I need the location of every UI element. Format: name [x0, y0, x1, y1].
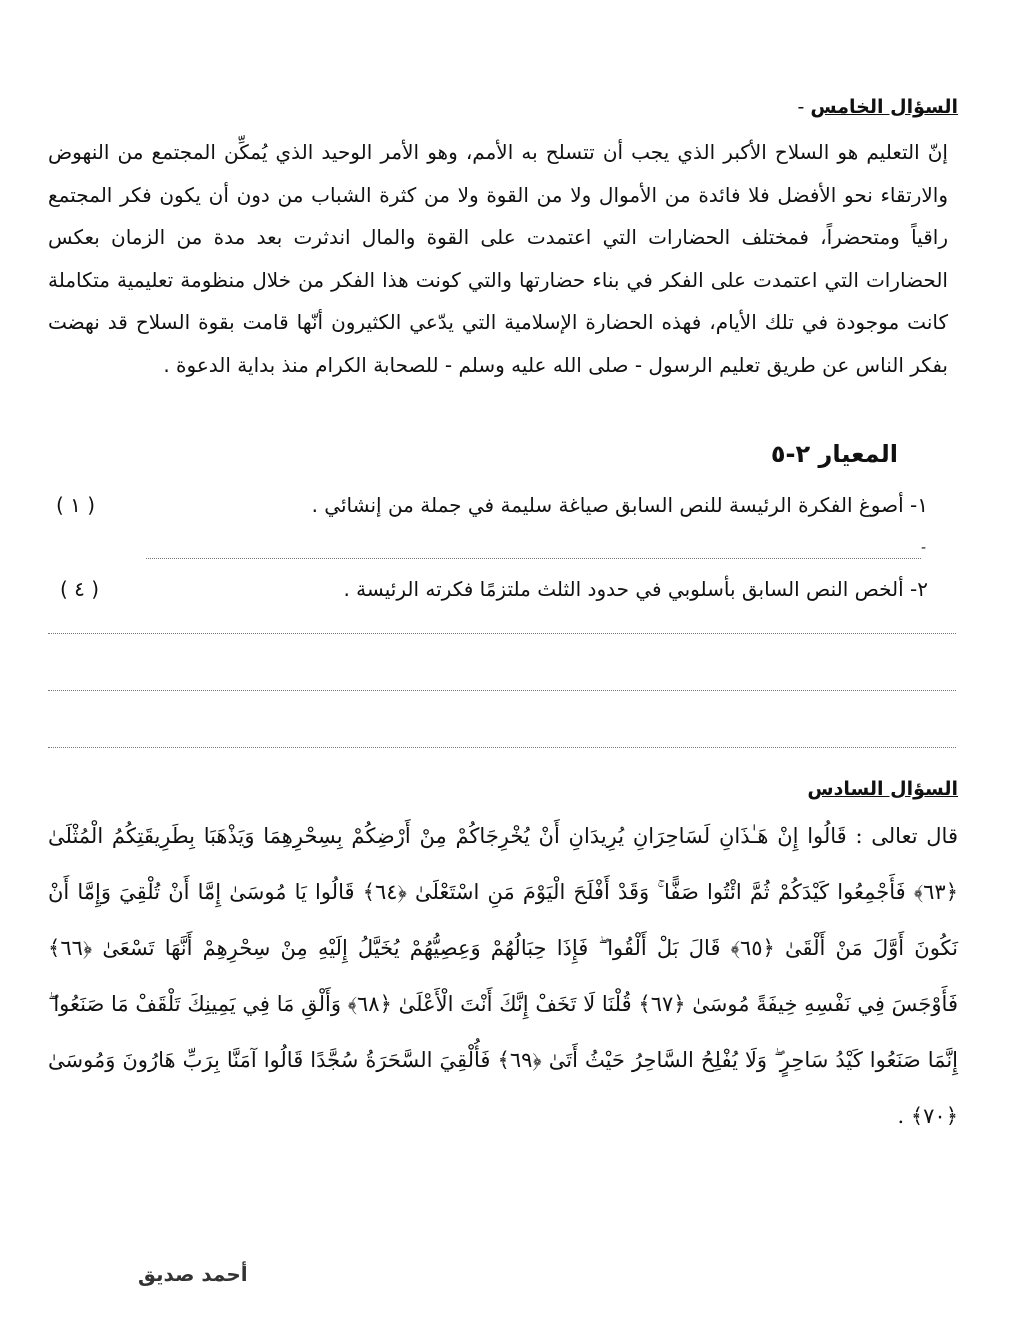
q5-title-dash: -	[797, 96, 811, 118]
answer-line[interactable]	[48, 690, 956, 691]
q6-heading	[807, 778, 958, 800]
q6-title: السؤال السادس	[807, 778, 958, 800]
q5-heading	[797, 96, 958, 118]
standard-heading: المعيار ٢-٥	[770, 440, 898, 468]
answer-line[interactable]	[146, 558, 921, 559]
answer-line[interactable]	[48, 633, 956, 634]
q5-paragraph: إنّ التعليم هو السلاح الأكبر الذي يجب أن تتسلح به الأمم، وهو الأمر الوحيد الذي يُمكِّن المجتمع من النهوض والارتقاء نحو الأفضل فلا فائدة من الأموال ولا من القوة ولا من كثرة الشباب من دون أن يكون فكر المجتمع راقياً ومتحضراً، فمختلف الحضارات التي اعتمدت على القوة والمال اندثرت بعد مدة من الزمان بعكس الحضارات التي اعتمدت على الفكر في بناء حضارتها والتي كونت هذا الفكر من خلال منظومة تعليمية متكاملة كانت موجودة في تلك الأيام، فهذه الحضارة الإسلامية التي يدّعي الكثيرون أنّها قامت بقوة السلاح قد نهضت بفكر الناس عن طريق تعليم الرسول - صلى الله عليه وسلم - للصحابة الكرام منذ بداية الدعوة .	[48, 140, 948, 377]
item-2-mark: ( ٤ )	[60, 577, 100, 601]
stray-dash: -	[921, 540, 927, 556]
item-1-mark: ( ١ )	[56, 493, 96, 517]
item-2-text: ٢- ألخص النص السابق بأسلوبي في حدود الثلث ملتزمًا فكرته الرئيسة .	[343, 577, 928, 601]
q5-title: السؤال الخامس	[810, 96, 958, 118]
item-1-text: ١- أصوغ الفكرة الرئيسة للنص السابق صياغة سليمة في جملة من إنشائي .	[311, 493, 928, 517]
signature: أحمد صديق	[138, 1262, 248, 1286]
answer-line[interactable]	[48, 747, 956, 748]
q6-quran-text: قال تعالى : قَالُوا إِنْ هَـٰذَانِ لَسَاحِرَانِ يُرِيدَانِ أَنْ يُخْرِجَاكُمْ مِنْ أَرْضِكُمْ بِسِحْرِهِمَا وَيَذْهَبَا بِطَرِيقَتِكُمُ الْمُثْلَىٰ ﴿٦٣﴾ فَأَجْمِعُوا كَيْدَكُمْ ثُمَّ ائْتُوا صَفًّا ۚ وَقَدْ أَفْلَحَ الْيَوْمَ مَنِ اسْتَعْلَىٰ ﴿٦٤﴾ قَالُوا يَا مُوسَىٰ إِمَّا أَنْ تُلْقِيَ وَإِمَّا أَنْ نَكُونَ أَوَّلَ مَنْ أَلْقَىٰ ﴿٦٥﴾ قَالَ بَلْ أَلْقُوا ۖ فَإِذَا حِبَالُهُمْ وَعِصِيُّهُمْ يُخَيَّلُ إِلَيْهِ مِنْ سِحْرِهِمْ أَنَّهَا تَسْعَىٰ ﴿٦٦﴾ فَأَوْجَسَ فِي نَفْسِهِ خِيفَةً مُوسَىٰ ﴿٦٧﴾ قُلْنَا لَا تَخَفْ إِنَّكَ أَنْتَ الْأَعْلَىٰ ﴿٦٨﴾ وَأَلْقِ مَا فِي يَمِينِكَ تَلْقَفْ مَا صَنَعُوا ۖ إِنَّمَا صَنَعُوا كَيْدُ سَاحِرٍ ۖ وَلَا يُفْلِحُ السَّاحِرُ حَيْثُ أَتَىٰ ﴿٦٩﴾ فَأُلْقِيَ السَّحَرَةُ سُجَّدًا قَالُوا آمَنَّا بِرَبِّ هَارُونَ وَمُوسَىٰ ﴿٧٠﴾ .	[48, 824, 959, 1128]
